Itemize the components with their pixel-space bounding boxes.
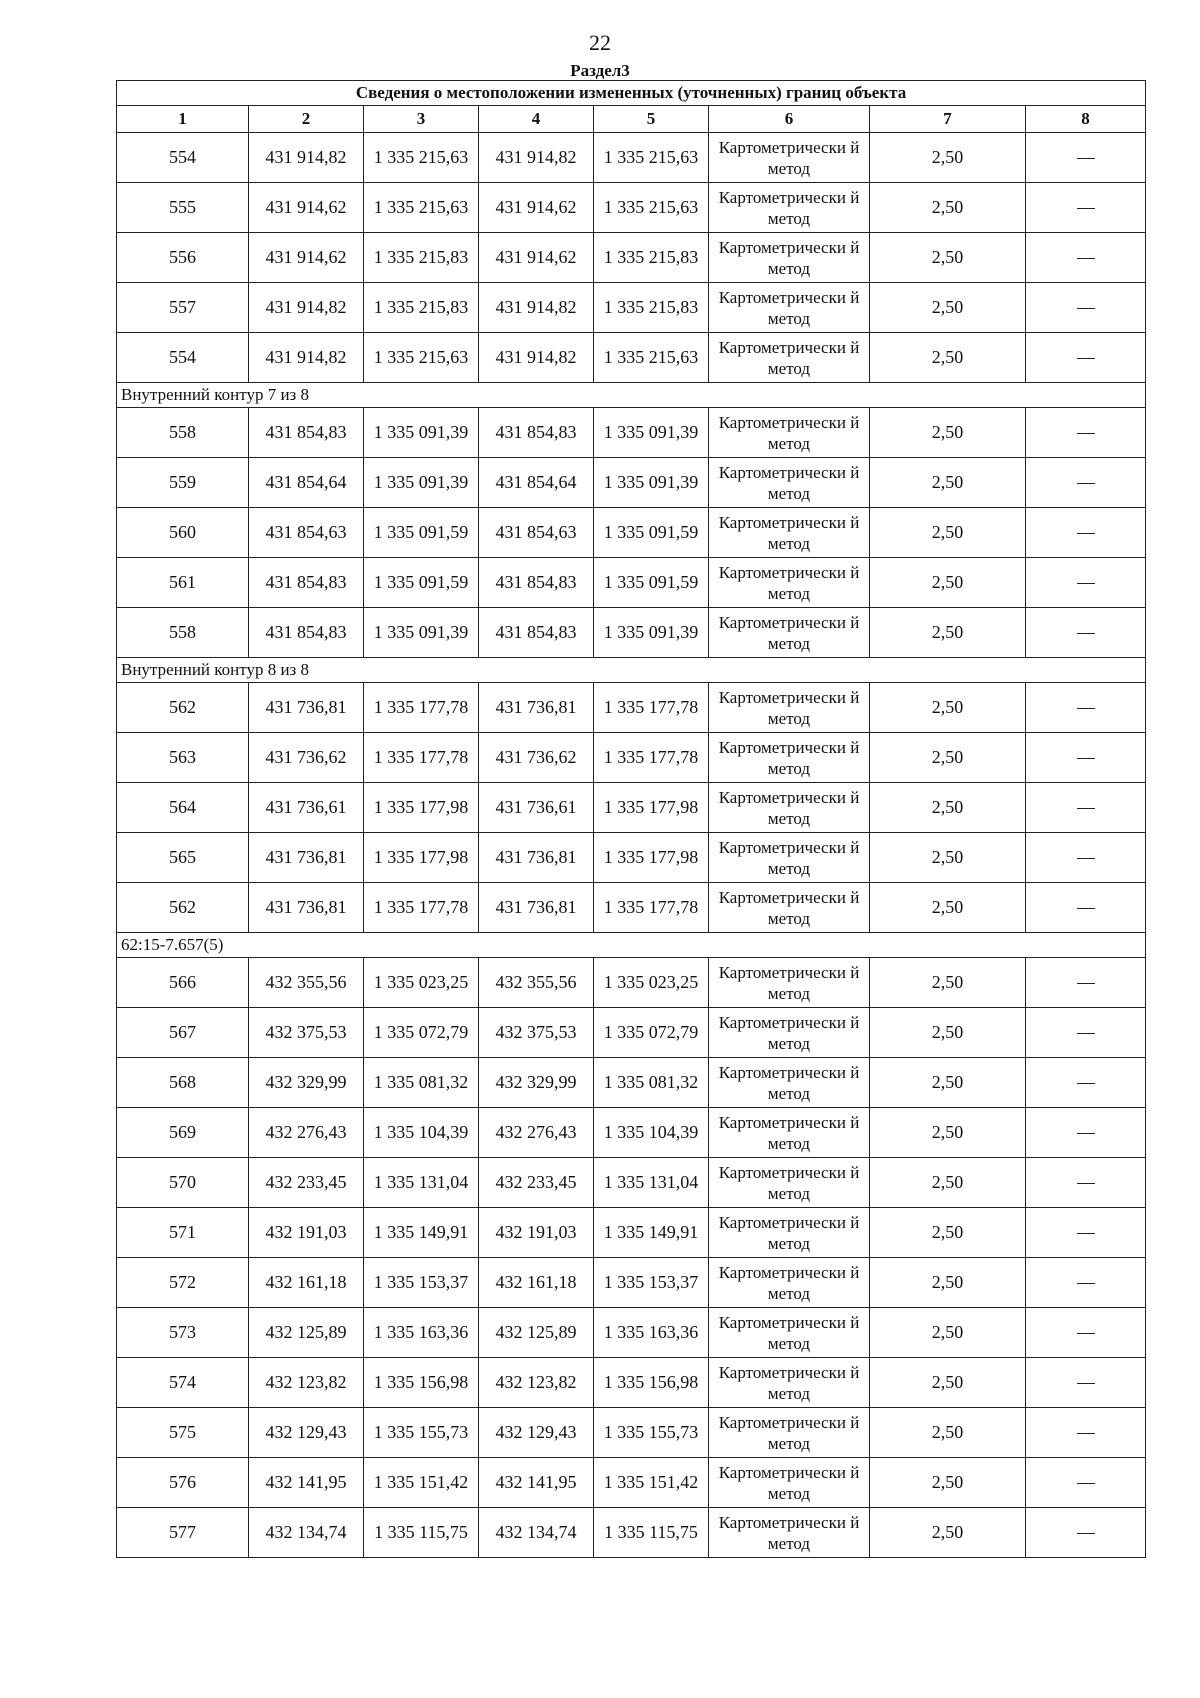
description-cell [1026, 233, 1146, 283]
y-coordinate-cell: 1 335 215,63 [364, 133, 479, 183]
y-coordinate-refined-cell: 1 335 215,63 [594, 183, 709, 233]
x-coordinate-cell: 431 914,82 [249, 333, 364, 383]
x-coordinate-refined-cell: 431 854,64 [479, 458, 594, 508]
point-number-cell: 555 [117, 183, 249, 233]
column-header-row [117, 106, 1146, 133]
x-coordinate-refined-cell: 431 736,81 [479, 883, 594, 933]
x-coordinate-cell: 431 736,81 [249, 833, 364, 883]
x-coordinate-refined-cell: 432 355,56 [479, 958, 594, 1008]
y-coordinate-cell: 1 335 091,59 [364, 508, 479, 558]
dash-mark [1077, 1283, 1095, 1284]
point-number-cell: 573 [117, 1308, 249, 1358]
x-coordinate-cell: 431 854,83 [249, 608, 364, 658]
accuracy-cell: 2,50 [870, 1208, 1026, 1258]
point-number-cell: 562 [117, 883, 249, 933]
x-coordinate-refined-cell: 432 123,82 [479, 1358, 594, 1408]
dash-mark [1077, 1133, 1095, 1134]
point-number-cell: 554 [117, 133, 249, 183]
dash-mark [1077, 808, 1095, 809]
y-coordinate-refined-cell: 1 335 155,73 [594, 1408, 709, 1458]
x-coordinate-refined-cell: 431 854,63 [479, 508, 594, 558]
dash-mark [1077, 1333, 1095, 1334]
method-cell: Картометрически й метод [709, 233, 870, 283]
x-coordinate-cell: 431 854,83 [249, 558, 364, 608]
table-row [117, 1208, 1146, 1258]
point-number-cell: 562 [117, 683, 249, 733]
method-cell: Картометрически й метод [709, 408, 870, 458]
method-cell: Картометрически й метод [709, 1458, 870, 1508]
dash-mark [1077, 1083, 1095, 1084]
point-number-cell: 558 [117, 408, 249, 458]
table-row [117, 183, 1146, 233]
x-coordinate-cell: 431 736,62 [249, 733, 364, 783]
table-row [117, 1158, 1146, 1208]
method-cell: Картометрически й метод [709, 558, 870, 608]
dash-mark [1077, 1183, 1095, 1184]
point-number-cell: 568 [117, 1058, 249, 1108]
column-header: 2 [249, 106, 364, 133]
y-coordinate-cell: 1 335 215,63 [364, 183, 479, 233]
description-cell [1026, 1508, 1146, 1558]
accuracy-cell: 2,50 [870, 283, 1026, 333]
y-coordinate-refined-cell: 1 335 215,83 [594, 283, 709, 333]
y-coordinate-cell: 1 335 177,98 [364, 783, 479, 833]
method-cell: Картометрически й метод [709, 458, 870, 508]
accuracy-cell: 2,50 [870, 608, 1026, 658]
method-cell: Картометрически й метод [709, 133, 870, 183]
table-row [117, 1108, 1146, 1158]
point-number-cell: 554 [117, 333, 249, 383]
accuracy-cell: 2,50 [870, 683, 1026, 733]
y-coordinate-cell: 1 335 153,37 [364, 1258, 479, 1308]
point-number-cell: 569 [117, 1108, 249, 1158]
y-coordinate-refined-cell: 1 335 163,36 [594, 1308, 709, 1358]
column-header: 7 [870, 106, 1026, 133]
x-coordinate-cell: 432 123,82 [249, 1358, 364, 1408]
dash-mark [1077, 1433, 1095, 1434]
table-row [117, 683, 1146, 733]
method-cell: Картометрически й метод [709, 1108, 870, 1158]
point-number-cell: 567 [117, 1008, 249, 1058]
y-coordinate-refined-cell: 1 335 115,75 [594, 1508, 709, 1558]
y-coordinate-cell: 1 335 155,73 [364, 1408, 479, 1458]
description-cell [1026, 408, 1146, 458]
x-coordinate-refined-cell: 431 914,62 [479, 183, 594, 233]
x-coordinate-refined-cell: 432 329,99 [479, 1058, 594, 1108]
x-coordinate-refined-cell: 431 854,83 [479, 558, 594, 608]
dash-mark [1077, 1383, 1095, 1384]
method-cell: Картометрически й метод [709, 1358, 870, 1408]
x-coordinate-refined-cell: 431 736,62 [479, 733, 594, 783]
x-coordinate-refined-cell: 432 161,18 [479, 1258, 594, 1308]
method-cell: Картометрически й метод [709, 733, 870, 783]
point-number-cell: 561 [117, 558, 249, 608]
accuracy-cell: 2,50 [870, 1458, 1026, 1508]
table-row [117, 733, 1146, 783]
accuracy-cell: 2,50 [870, 333, 1026, 383]
method-cell: Картометрически й метод [709, 1008, 870, 1058]
description-cell [1026, 458, 1146, 508]
x-coordinate-cell: 432 355,56 [249, 958, 364, 1008]
y-coordinate-cell: 1 335 115,75 [364, 1508, 479, 1558]
method-cell: Картометрически й метод [709, 608, 870, 658]
accuracy-cell: 2,50 [870, 1058, 1026, 1108]
description-cell [1026, 333, 1146, 383]
column-header: 5 [594, 106, 709, 133]
table-row [117, 1258, 1146, 1308]
y-coordinate-cell: 1 335 177,98 [364, 833, 479, 883]
y-coordinate-cell: 1 335 091,39 [364, 608, 479, 658]
x-coordinate-refined-cell: 432 233,45 [479, 1158, 594, 1208]
table-row [117, 1358, 1146, 1408]
y-coordinate-refined-cell: 1 335 091,39 [594, 608, 709, 658]
table-row [117, 558, 1146, 608]
method-cell: Картометрически й метод [709, 783, 870, 833]
accuracy-cell: 2,50 [870, 733, 1026, 783]
table-row [117, 458, 1146, 508]
accuracy-cell: 2,50 [870, 1158, 1026, 1208]
y-coordinate-refined-cell: 1 335 215,63 [594, 333, 709, 383]
y-coordinate-cell: 1 335 177,78 [364, 683, 479, 733]
dash-mark [1077, 1233, 1095, 1234]
x-coordinate-cell: 432 141,95 [249, 1458, 364, 1508]
point-number-cell: 563 [117, 733, 249, 783]
table-caption-row [117, 81, 1146, 106]
accuracy-cell: 2,50 [870, 1508, 1026, 1558]
point-number-cell: 560 [117, 508, 249, 558]
point-number-cell: 559 [117, 458, 249, 508]
table-row [117, 333, 1146, 383]
y-coordinate-cell: 1 335 091,39 [364, 408, 479, 458]
y-coordinate-refined-cell: 1 335 091,59 [594, 558, 709, 608]
y-coordinate-refined-cell: 1 335 215,83 [594, 233, 709, 283]
y-coordinate-cell: 1 335 156,98 [364, 1358, 479, 1408]
accuracy-cell: 2,50 [870, 508, 1026, 558]
contour-label: Внутренний контур 7 из 8 [117, 383, 1146, 408]
column-header: 3 [364, 106, 479, 133]
x-coordinate-cell: 432 129,43 [249, 1408, 364, 1458]
accuracy-cell: 2,50 [870, 558, 1026, 608]
description-cell [1026, 1158, 1146, 1208]
y-coordinate-refined-cell: 1 335 177,98 [594, 833, 709, 883]
method-cell: Картометрически й метод [709, 183, 870, 233]
method-cell: Картометрически й метод [709, 683, 870, 733]
description-cell [1026, 1058, 1146, 1108]
x-coordinate-cell: 432 276,43 [249, 1108, 364, 1158]
table-row [117, 883, 1146, 933]
table-row [117, 508, 1146, 558]
x-coordinate-cell: 432 161,18 [249, 1258, 364, 1308]
accuracy-cell: 2,50 [870, 133, 1026, 183]
point-number-cell: 566 [117, 958, 249, 1008]
y-coordinate-refined-cell: 1 335 153,37 [594, 1258, 709, 1308]
x-coordinate-refined-cell: 431 854,83 [479, 608, 594, 658]
description-cell [1026, 133, 1146, 183]
y-coordinate-cell: 1 335 081,32 [364, 1058, 479, 1108]
x-coordinate-cell: 432 233,45 [249, 1158, 364, 1208]
x-coordinate-refined-cell: 432 191,03 [479, 1208, 594, 1258]
x-coordinate-refined-cell: 432 125,89 [479, 1308, 594, 1358]
dash-mark [1077, 908, 1095, 909]
page-number: 22 [589, 30, 611, 55]
accuracy-cell: 2,50 [870, 1308, 1026, 1358]
table-row [117, 958, 1146, 1008]
column-header: 8 [1026, 106, 1146, 133]
x-coordinate-refined-cell: 431 914,82 [479, 283, 594, 333]
x-coordinate-cell: 431 854,83 [249, 408, 364, 458]
y-coordinate-cell: 1 335 163,36 [364, 1308, 479, 1358]
method-cell: Картометрически й метод [709, 508, 870, 558]
dash-mark [1077, 583, 1095, 584]
y-coordinate-cell: 1 335 177,78 [364, 733, 479, 783]
dash-mark [1077, 758, 1095, 759]
method-cell: Картометрически й метод [709, 958, 870, 1008]
table-row [117, 1008, 1146, 1058]
description-cell [1026, 283, 1146, 333]
dash-mark [1077, 1033, 1095, 1034]
method-cell: Картометрически й метод [709, 1208, 870, 1258]
contour-label: 62:15-7.657(5) [117, 933, 1146, 958]
y-coordinate-refined-cell: 1 335 177,78 [594, 733, 709, 783]
x-coordinate-cell: 431 914,62 [249, 183, 364, 233]
method-cell: Картометрически й метод [709, 833, 870, 883]
contour-label: Внутренний контур 8 из 8 [117, 658, 1146, 683]
table-row [117, 283, 1146, 333]
table-row [117, 833, 1146, 883]
description-cell [1026, 733, 1146, 783]
accuracy-cell: 2,50 [870, 883, 1026, 933]
column-header: 6 [709, 106, 870, 133]
description-cell [1026, 883, 1146, 933]
y-coordinate-refined-cell: 1 335 177,98 [594, 783, 709, 833]
table-row [117, 1408, 1146, 1458]
x-coordinate-refined-cell: 431 914,62 [479, 233, 594, 283]
x-coordinate-cell: 432 134,74 [249, 1508, 364, 1558]
description-cell [1026, 833, 1146, 883]
contour-row [117, 383, 1146, 408]
table-row [117, 1458, 1146, 1508]
boundary-coordinates-table [116, 80, 1146, 1558]
y-coordinate-refined-cell: 1 335 149,91 [594, 1208, 709, 1258]
description-cell [1026, 1458, 1146, 1508]
dash-mark [1077, 208, 1095, 209]
y-coordinate-cell: 1 335 131,04 [364, 1158, 479, 1208]
accuracy-cell: 2,50 [870, 1008, 1026, 1058]
method-cell: Картометрически й метод [709, 1408, 870, 1458]
y-coordinate-cell: 1 335 072,79 [364, 1008, 479, 1058]
x-coordinate-cell: 431 736,81 [249, 683, 364, 733]
table-row [117, 783, 1146, 833]
contour-row [117, 933, 1146, 958]
description-cell [1026, 1308, 1146, 1358]
x-coordinate-refined-cell: 431 914,82 [479, 333, 594, 383]
accuracy-cell: 2,50 [870, 1408, 1026, 1458]
description-cell [1026, 508, 1146, 558]
x-coordinate-refined-cell: 431 736,61 [479, 783, 594, 833]
accuracy-cell: 2,50 [870, 183, 1026, 233]
point-number-cell: 574 [117, 1358, 249, 1408]
description-cell [1026, 1358, 1146, 1408]
point-number-cell: 558 [117, 608, 249, 658]
method-cell: Картометрически й метод [709, 1058, 870, 1108]
point-number-cell: 556 [117, 233, 249, 283]
y-coordinate-cell: 1 335 091,39 [364, 458, 479, 508]
y-coordinate-refined-cell: 1 335 177,78 [594, 683, 709, 733]
y-coordinate-cell: 1 335 151,42 [364, 1458, 479, 1508]
y-coordinate-refined-cell: 1 335 081,32 [594, 1058, 709, 1108]
description-cell [1026, 1258, 1146, 1308]
x-coordinate-refined-cell: 432 276,43 [479, 1108, 594, 1158]
y-coordinate-cell: 1 335 023,25 [364, 958, 479, 1008]
table-row [117, 133, 1146, 183]
x-coordinate-refined-cell: 431 914,82 [479, 133, 594, 183]
dash-mark [1077, 858, 1095, 859]
x-coordinate-cell: 431 914,82 [249, 133, 364, 183]
dash-mark [1077, 358, 1095, 359]
table-row [117, 608, 1146, 658]
column-header: 1 [117, 106, 249, 133]
dash-mark [1077, 1533, 1095, 1534]
y-coordinate-refined-cell: 1 335 177,78 [594, 883, 709, 933]
method-cell: Картометрически й метод [709, 1308, 870, 1358]
y-coordinate-refined-cell: 1 335 215,63 [594, 133, 709, 183]
method-cell: Картометрически й метод [709, 283, 870, 333]
x-coordinate-refined-cell: 432 134,74 [479, 1508, 594, 1558]
point-number-cell: 565 [117, 833, 249, 883]
point-number-cell: 577 [117, 1508, 249, 1558]
description-cell [1026, 783, 1146, 833]
description-cell [1026, 1008, 1146, 1058]
point-number-cell: 571 [117, 1208, 249, 1258]
y-coordinate-cell: 1 335 104,39 [364, 1108, 479, 1158]
y-coordinate-refined-cell: 1 335 072,79 [594, 1008, 709, 1058]
x-coordinate-refined-cell: 432 129,43 [479, 1408, 594, 1458]
accuracy-cell: 2,50 [870, 1108, 1026, 1158]
method-cell: Картометрически й метод [709, 883, 870, 933]
x-coordinate-cell: 432 125,89 [249, 1308, 364, 1358]
method-cell: Картометрически й метод [709, 1508, 870, 1558]
accuracy-cell: 2,50 [870, 958, 1026, 1008]
section-title: Раздел3 [570, 61, 630, 80]
y-coordinate-refined-cell: 1 335 151,42 [594, 1458, 709, 1508]
description-cell [1026, 958, 1146, 1008]
x-coordinate-cell: 431 736,81 [249, 883, 364, 933]
point-number-cell: 572 [117, 1258, 249, 1308]
accuracy-cell: 2,50 [870, 458, 1026, 508]
y-coordinate-refined-cell: 1 335 156,98 [594, 1358, 709, 1408]
x-coordinate-refined-cell: 431 736,81 [479, 833, 594, 883]
dash-mark [1077, 258, 1095, 259]
y-coordinate-cell: 1 335 215,83 [364, 283, 479, 333]
y-coordinate-refined-cell: 1 335 104,39 [594, 1108, 709, 1158]
accuracy-cell: 2,50 [870, 408, 1026, 458]
description-cell [1026, 1208, 1146, 1258]
table-row [117, 233, 1146, 283]
x-coordinate-refined-cell: 431 854,83 [479, 408, 594, 458]
description-cell [1026, 608, 1146, 658]
table-row [117, 1508, 1146, 1558]
x-coordinate-cell: 432 329,99 [249, 1058, 364, 1108]
x-coordinate-refined-cell: 432 375,53 [479, 1008, 594, 1058]
accuracy-cell: 2,50 [870, 833, 1026, 883]
x-coordinate-cell: 431 914,82 [249, 283, 364, 333]
dash-mark [1077, 533, 1095, 534]
method-cell: Картометрически й метод [709, 1158, 870, 1208]
accuracy-cell: 2,50 [870, 783, 1026, 833]
y-coordinate-refined-cell: 1 335 091,39 [594, 458, 709, 508]
y-coordinate-cell: 1 335 215,63 [364, 333, 479, 383]
table-row [117, 1308, 1146, 1358]
x-coordinate-cell: 431 854,63 [249, 508, 364, 558]
x-coordinate-refined-cell: 432 141,95 [479, 1458, 594, 1508]
table-body [117, 81, 1146, 1558]
dash-mark [1077, 1483, 1095, 1484]
y-coordinate-refined-cell: 1 335 091,59 [594, 508, 709, 558]
table-row [117, 1058, 1146, 1108]
point-number-cell: 557 [117, 283, 249, 333]
description-cell [1026, 1108, 1146, 1158]
y-coordinate-cell: 1 335 149,91 [364, 1208, 479, 1258]
accuracy-cell: 2,50 [870, 1258, 1026, 1308]
method-cell: Картометрически й метод [709, 333, 870, 383]
dash-mark [1077, 983, 1095, 984]
contour-row [117, 658, 1146, 683]
point-number-cell: 575 [117, 1408, 249, 1458]
x-coordinate-refined-cell: 431 736,81 [479, 683, 594, 733]
accuracy-cell: 2,50 [870, 233, 1026, 283]
y-coordinate-refined-cell: 1 335 023,25 [594, 958, 709, 1008]
description-cell [1026, 183, 1146, 233]
y-coordinate-refined-cell: 1 335 091,39 [594, 408, 709, 458]
point-number-cell: 570 [117, 1158, 249, 1208]
y-coordinate-cell: 1 335 091,59 [364, 558, 479, 608]
point-number-cell: 576 [117, 1458, 249, 1508]
x-coordinate-cell: 432 191,03 [249, 1208, 364, 1258]
dash-mark [1077, 708, 1095, 709]
description-cell [1026, 683, 1146, 733]
method-cell: Картометрически й метод [709, 1258, 870, 1308]
dash-mark [1077, 483, 1095, 484]
dash-mark [1077, 308, 1095, 309]
dash-mark [1077, 158, 1095, 159]
description-cell [1026, 1408, 1146, 1458]
y-coordinate-cell: 1 335 215,83 [364, 233, 479, 283]
table-caption: Сведения о местоположении измененных (уточненных) границ объекта [117, 81, 1146, 106]
y-coordinate-cell: 1 335 177,78 [364, 883, 479, 933]
description-cell [1026, 558, 1146, 608]
column-header: 4 [479, 106, 594, 133]
x-coordinate-cell: 431 914,62 [249, 233, 364, 283]
point-number-cell: 564 [117, 783, 249, 833]
table-row [117, 408, 1146, 458]
accuracy-cell: 2,50 [870, 1358, 1026, 1408]
y-coordinate-refined-cell: 1 335 131,04 [594, 1158, 709, 1208]
dash-mark [1077, 633, 1095, 634]
x-coordinate-cell: 432 375,53 [249, 1008, 364, 1058]
x-coordinate-cell: 431 854,64 [249, 458, 364, 508]
dash-mark [1077, 433, 1095, 434]
x-coordinate-cell: 431 736,61 [249, 783, 364, 833]
